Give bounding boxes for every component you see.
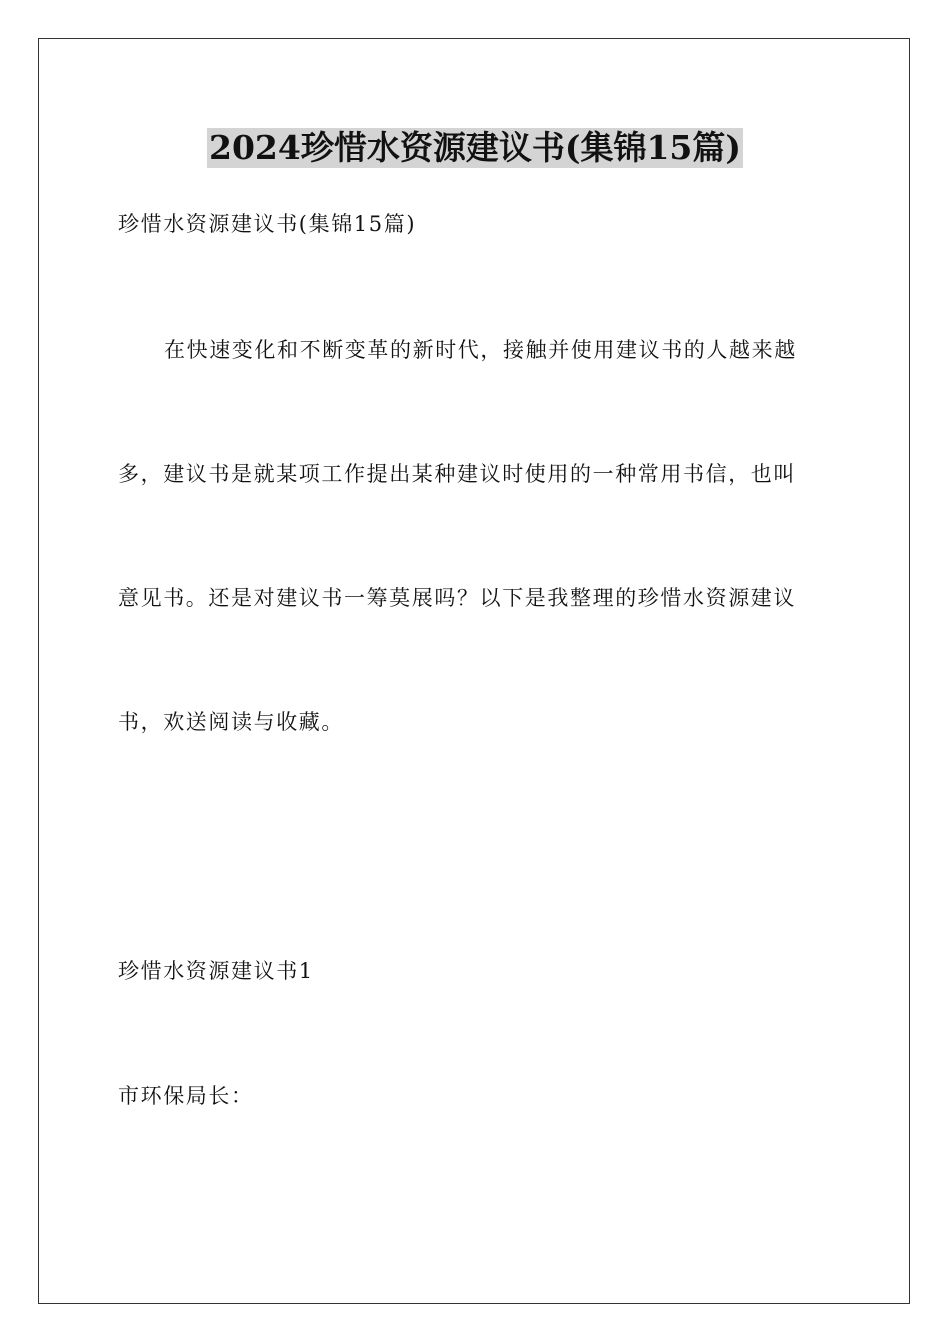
intro-line-3: 意见书。还是对建议书一筹莫展吗？以下是我整理的珍惜水资源建议 [118, 586, 796, 610]
title-container [0, 128, 950, 168]
section-heading: 珍惜水资源建议书1 [118, 959, 314, 983]
intro-line-2: 多，建议书是就某项工作提出某种建议时使用的一种常用书信，也叫 [118, 462, 796, 486]
intro-line-4: 书，欢送阅读与收藏。 [118, 710, 344, 734]
intro-line-1: 在快速变化和不断变革的新时代，接触并使用建议书的人越来越 [164, 338, 797, 362]
document-title: 2024珍惜水资源建议书(集锦15篇) [209, 128, 741, 167]
document-subtitle: 珍惜水资源建议书(集锦15篇) [118, 212, 417, 236]
salutation: 市环保局长： [118, 1084, 254, 1108]
